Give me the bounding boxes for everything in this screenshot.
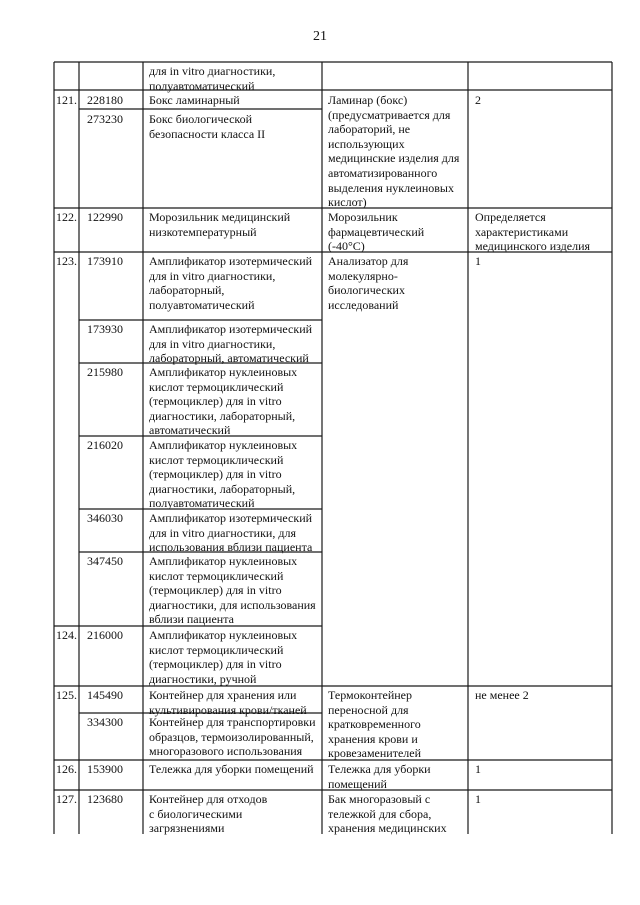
table-row-10-num: 124. <box>56 628 77 642</box>
table-row-1-quantity: 2 <box>475 93 481 107</box>
table-row-11-name: Контейнер для хранения или культивирования крови/тканей <box>149 688 307 717</box>
table-row-12-code: 334300 <box>87 715 123 729</box>
table-row-13-requirement: Тележка для уборки помещений <box>328 762 431 791</box>
table-row-14-code: 123680 <box>87 792 123 806</box>
table-row-3-code: 122990 <box>87 210 123 224</box>
table-row-13-code: 153900 <box>87 762 123 776</box>
table-row-4-quantity: 1 <box>475 254 481 268</box>
table-row-9-name: Амплификатор нуклеиновых кислот термоциклический (термоциклер) для in vitro диагностики, для использования вблизи пациента <box>149 554 316 627</box>
table-row-14-num: 127. <box>56 792 77 806</box>
table-row-11-code: 145490 <box>87 688 123 702</box>
table-row-5-code: 173930 <box>87 322 123 336</box>
table-row-5-name: Амплификатор изотермический для in vitro диагностики, лабораторный, автоматический <box>149 322 313 366</box>
table-row-4-code: 173910 <box>87 254 123 268</box>
table-row-13-name: Тележка для уборки помещений <box>149 762 314 776</box>
table-row-11-num: 125. <box>56 688 77 702</box>
table-row-11-requirement: Термоконтейнер переносной для кратковременного хранения крови и кровезаменителей <box>328 688 422 761</box>
table-row-7-code: 216020 <box>87 438 123 452</box>
table-row-3-name: Морозильник медицинский низкотемпературный <box>149 210 291 239</box>
table-row-10-code: 216000 <box>87 628 123 642</box>
page-number: 21 <box>313 29 327 44</box>
table-row-10-name: Амплификатор нуклеиновых кислот термоциклический (термоциклер) для in vitro диагностики, ручной <box>149 628 298 686</box>
table-row-8-code: 346030 <box>87 511 123 525</box>
table-row-6-code: 215980 <box>87 365 123 379</box>
table-row-1-requirement: Ламинар (бокс) (предусматривается для лабораторий, не использующих медицинские изделия для автоматизированного выделения нуклеиновых кислот) <box>328 93 460 210</box>
table-row-2-name: Бокс биологической безопасности класса II <box>149 112 266 141</box>
table-row-0-name: для in vitro диагностики, полуавтоматический <box>149 64 276 93</box>
table-row-7-name: Амплификатор нуклеиновых кислот термоциклический (термоциклер) для in vitro диагностики, лабораторный, полуавтоматический <box>149 438 298 511</box>
table-row-3-num: 122. <box>56 210 77 224</box>
table-row-3-quantity: Определяется характеристиками медицинского изделия <box>475 210 591 254</box>
table-row-4-requirement: Анализатор для молекулярно- биологических исследований <box>328 254 409 312</box>
table-row-13-num: 126. <box>56 762 77 776</box>
table-row-11-quantity: не менее 2 <box>475 688 529 702</box>
table-row-9-code: 347450 <box>87 554 123 568</box>
table-row-13-quantity: 1 <box>475 762 481 776</box>
table-row-4-num: 123. <box>56 254 77 268</box>
table-row-3-requirement: Морозильник фармацевтический (-40°С) <box>328 210 425 254</box>
table-row-14-name: Контейнер для отходов с биологическими загрязнениями <box>149 792 268 836</box>
table-row-2-code: 273230 <box>87 112 123 126</box>
table-row-14-quantity: 1 <box>475 792 481 806</box>
table-row-12-name: Контейнер для транспортировки образцов, термоизолированный, многоразового использования <box>149 715 316 759</box>
table-row-1-code: 228180 <box>87 93 123 107</box>
table-row-1-num: 121. <box>56 93 77 107</box>
table-row-14-requirement: Бак многоразовый с тележкой для сбора, хранения медицинских <box>328 792 447 836</box>
table-row-6-name: Амплификатор нуклеиновых кислот термоциклический (термоциклер) для in vitro диагностики, лабораторный, автоматический <box>149 365 298 438</box>
table-row-1-name: Бокс ламинарный <box>149 93 240 107</box>
table-row-4-name: Амплификатор изотермический для in vitro диагностики, лабораторный, полуавтоматический <box>149 254 313 312</box>
table-row-8-name: Амплификатор изотермический для in vitro диагностики, для использования вблизи пациента <box>149 511 313 555</box>
